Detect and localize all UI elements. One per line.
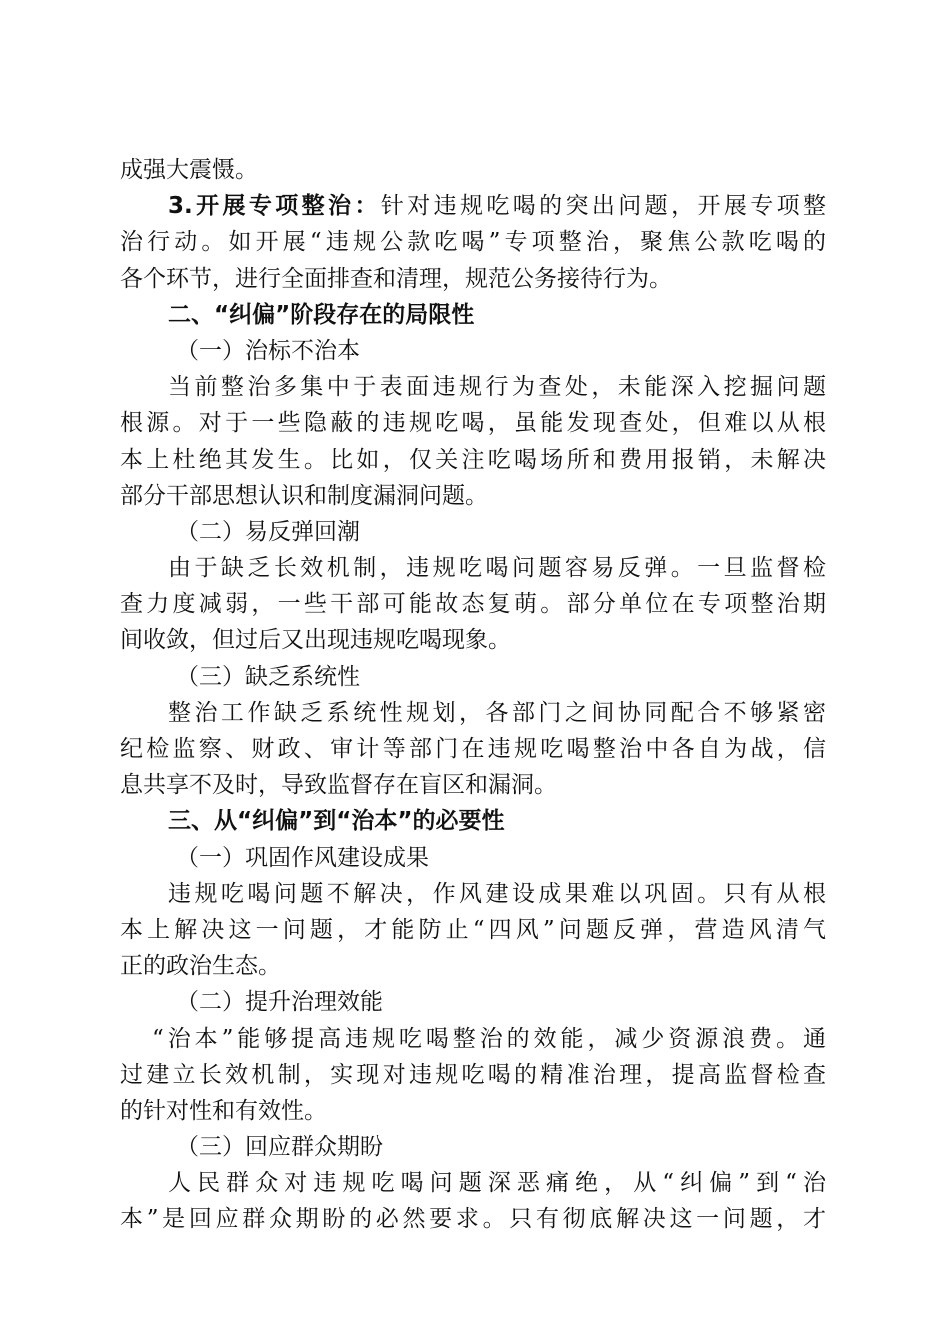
paragraph-line: 治行动。如开展“违规公款吃喝”专项整治，聚焦公款吃喝的 [120,229,826,256]
paragraph-line: 纪检监察、财政、审计等部门在违规吃喝整治中各自为战，信 [120,736,826,762]
paragraph-line: 间收敛，但过后又出现违规吃喝现象。 [120,627,511,654]
paragraph-text: 针对违规吃喝的突出问题，开展专项整 [380,193,826,220]
subsection-heading: （二）提升治理效能 [176,989,383,1016]
paragraph-line: 正的政治生态。 [120,953,281,980]
paragraph-line [120,188,826,224]
paragraph-line: 本上解决这一问题，才能防止“四风”问题反弹，营造风清气 [120,916,826,943]
paragraph-line: 各个环节，进行全面排查和清理，规范公务接待行为。 [120,265,672,292]
subheading-inline: 3.开展专项整治： [168,193,381,220]
document-body [120,152,826,1238]
section-heading: 三、从“纠偏”到“治本”的必要性 [168,808,505,835]
paragraph-line: 本”是回应群众期盼的必然要求。只有彻底解决这一问题，才 [120,1206,826,1233]
paragraph-line: 部分干部思想认识和制度漏洞问题。 [120,482,488,509]
subsection-heading: （三）回应群众期盼 [176,1134,383,1161]
paragraph-line: 根源。对于一些隐蔽的违规吃喝，虽能发现查处，但难以从根 [120,410,826,437]
paragraph-line: 过建立长效机制，实现对违规吃喝的精准治理，提高监督检查 [120,1061,826,1088]
paragraph-line: 息共享不及时，导致监督存在盲区和漏洞。 [120,772,557,799]
paragraph-line: “治本”能够提高违规吃喝整治的效能，减少资源浪费。通 [152,1025,826,1052]
subsection-heading: （一）巩固作风建设成果 [176,844,429,871]
section-heading: 二、“纠偏”阶段存在的局限性 [168,301,475,328]
subsection-heading: （三）缺乏系统性 [176,663,360,690]
paragraph-line: 当前整治多集中于表面违规行为查处，未能深入挖掘问题 [168,374,826,401]
paragraph-line: 人民群众对违规吃喝问题深恶痛绝，从“纠偏”到“治 [168,1170,826,1197]
paragraph-line: 整治工作缺乏系统性规划，各部门之间协同配合不够紧密 [168,699,826,726]
subsection-heading: （一）治标不治本 [176,337,360,364]
paragraph-line: 本上杜绝其发生。比如，仅关注吃喝场所和费用报销，未解决 [120,446,826,473]
paragraph-line: 由于缺乏长效机制，违规吃喝问题容易反弹。一旦监督检 [168,555,826,582]
paragraph-line: 成强大震慑。 [120,157,258,183]
subsection-heading: （二）易反弹回潮 [176,518,360,545]
paragraph-line: 查力度减弱，一些干部可能故态复萌。部分单位在专项整治期 [120,591,826,618]
paragraph-line: 的针对性和有效性。 [120,1097,327,1124]
paragraph-line: 违规吃喝问题不解决，作风建设成果难以巩固。只有从根 [168,880,826,907]
